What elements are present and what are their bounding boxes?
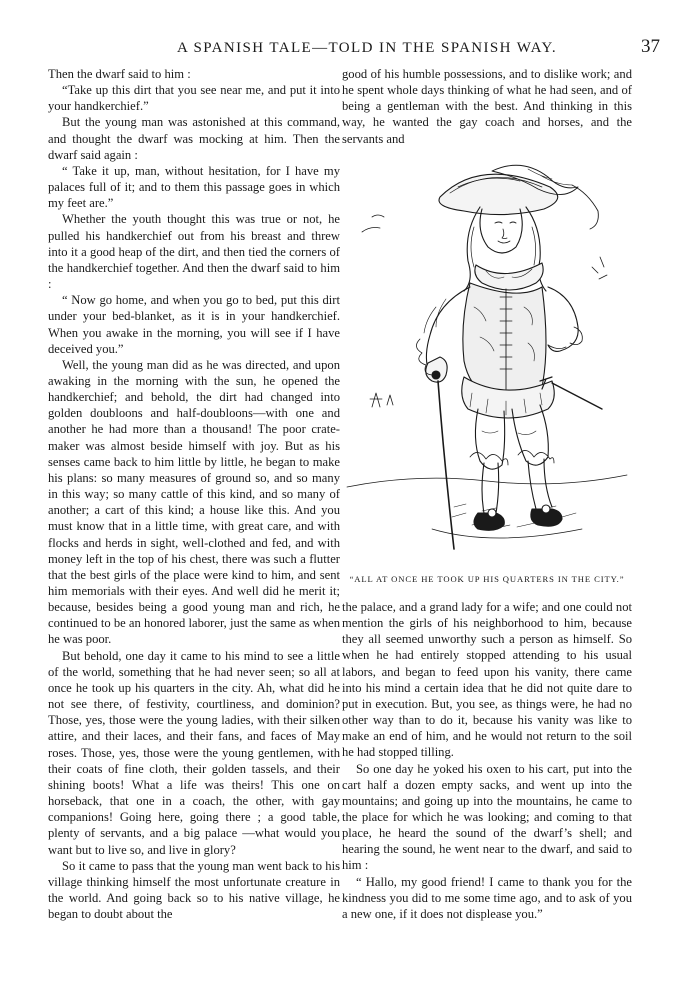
paragraph: Then the dwarf said to him : [48, 67, 191, 81]
page-header [34, 34, 660, 60]
right-column [342, 66, 632, 922]
paragraph: Well, the young man did as he was directed, and upon awaking in the morning with the sun, he opened the handkerchief; and behold, the dirt had changed into golden doubloons and half-doubloons—with one and another he had more than a thousand! The poor crate-maker was almost beside himself with joy. But as his senses came back to him little by little, he began to make his plans: so many measures of ground so, and so many in this way; so many cattle of this kind, and so many of another; a cart of this kind; a house like this. And you must know that in a little time, with great care, and with flocks and herds in sight, well-clothed and fed, and with money left in the top of his chest, there was such a flutter that the best girls of the place were kind to him, and sent him memorials with their eyes. And well did he merit it; because, besides being a good young man and rich, he continued to be an honored laborer, just the same as when he was poor. [48, 357, 340, 647]
paragraph: good of his humble possessions, and to dislike work; and he spent whole days thinking of what he had seen, and of being a gentleman with the best. And thinking in this way, he wanted the gay coach and horses, and the servants and [342, 67, 632, 146]
paragraph: the palace, and a grand lady for a wife; and one could not mention the girls of his neighborhood to him, because they all seemed unworthy such a person as himself. So when he had entirely stopped attending to his usual labors, and began to feed upon his vanity, there came into his mind a certain idea that he did not quite dare to put in execution. But, you see, as things were, he had no other way than to do it, because his vanity was like to make an end of him, and he would not return to the soil he had stopped tilling. [342, 599, 632, 760]
paragraph: So one day he yoked his oxen to his cart, put into the cart half a dozen empty sacks, and went up into the mountains; and going up into the mountains, he came to the place for which he was looking; and coming to that place, he heard the sound of the dwarf’s shell; and hearing the sound, he went near to the dwarf, and said to him : [342, 761, 632, 873]
paragraph: “ Hallo, my good friend! I came to thank you for the kindness you did to me some time ago, and to ask of you a new one, if it does not displease you.” [342, 874, 632, 921]
paragraph: But the young man was astonished at this command, and thought the dwarf was mocking at him. Then the dwarf said again : [48, 115, 340, 162]
paragraph: “ Take it up, man, without hesitation, for I have my palaces full of it; and to them this passage goes in which my feet are.” [48, 163, 340, 211]
paragraph: “ Now go home, and when you go to bed, put this dirt under your bed-blanket, as it is in your handkerchief. When you awake in the morning, you will see if I have deceived you.” [48, 293, 340, 356]
left-column [48, 66, 340, 922]
cavalier-illustration [342, 157, 632, 567]
paragraph: Whether the youth thought this was true or not, he pulled his handkerchief out from his breast and threw into it a good heap of the dirt, and then tied the corners of the handkerchief together. And then the dwarf said to him : [48, 212, 340, 292]
paragraph: But behold, one day it came to his mind to see a little of the world, something that he had never seen; so all at once he took up his quarters in the city. Ah, what did he not see there, of festivity, courtliness, and dominion? Those, yes, those were the young ladies, with their silken attire, and their laces, and their fans, and faces of May roses. Those, yes, those were the young gentlemen, with their coats of fine cloth, their golden tassels, and their shining boots! What a life was theirs! This one on horseback, that one in a coach, the other, with gay companions! Going here, going there ; a good table, plenty of servants, and a big palace —what would you want but to live so, and live in glory? [48, 648, 340, 857]
illustration-caption: “ALL AT ONCE HE TOOK UP HIS QUARTERS IN THE CITY.” [349, 573, 625, 584]
paragraph: So it came to pass that the young man went back to his village thinking himself the most unfortunate creature in the world. And going back so to his native village, he began to doubt about the [48, 858, 340, 922]
page-number: 37 [641, 36, 660, 57]
running-title: A SPANISH TALE—TOLD IN THE SPANISH WAY. [176, 40, 557, 56]
paragraph: “Take up this dirt that you see near me, and put it into your handkerchief.” [48, 83, 340, 114]
